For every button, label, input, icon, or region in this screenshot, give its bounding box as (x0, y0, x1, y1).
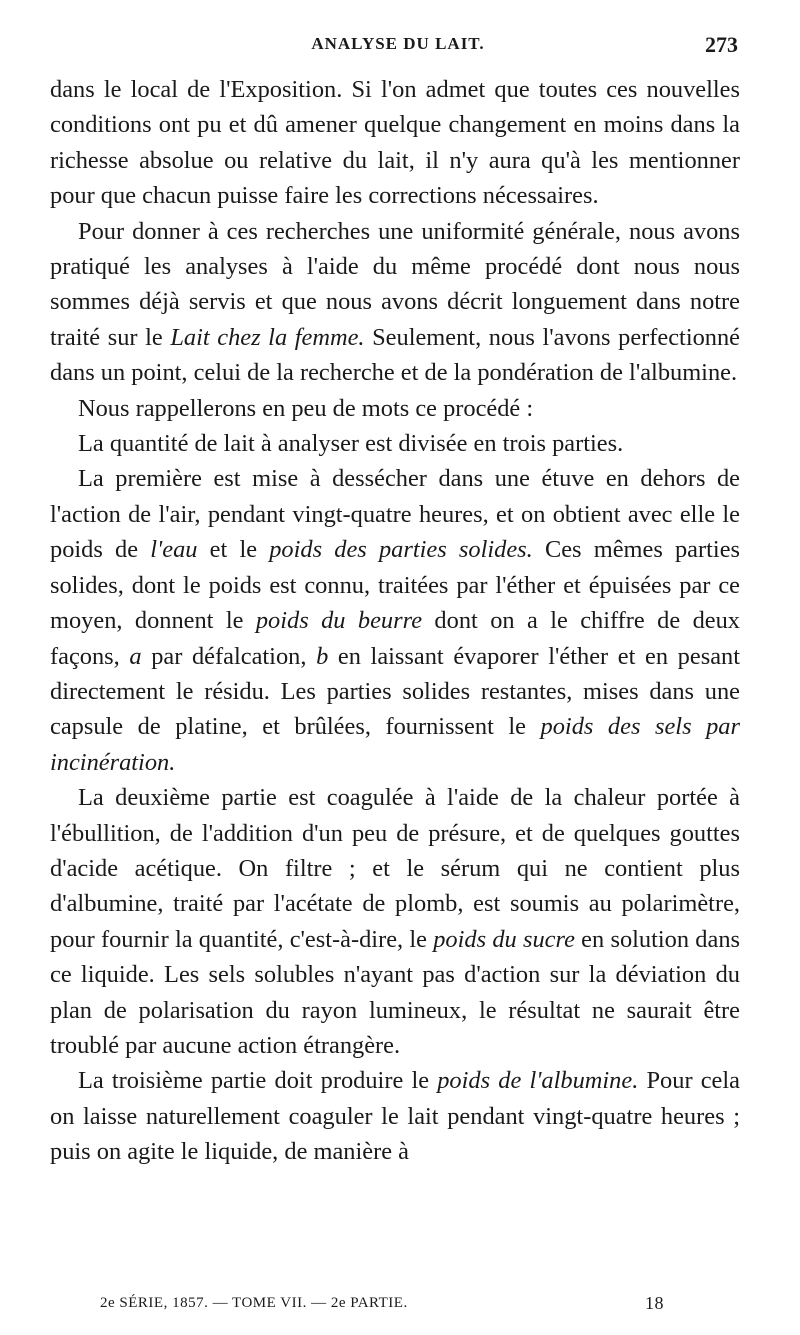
text-run: en solution dans ce liquide. Les sels solubles n'ayant pas d'action sur la déviation du plan de polarisation du rayon lumineux, le résultat ne saurait être troublé par aucune action étrangère. (50, 925, 741, 1059)
italic-run: poids du beurre (255, 607, 423, 635)
text-run: La deuxième partie est coagulée à l'aide de la chaleur portée à l'ébullition, de l'addition d'un peu de présure, et de quelques gouttes d'acide acétique. On filtre ; et le sérum qui ne contient plus d'albumine, traité par l'acétate de plomb, est soumis au polarimètre, pour fournir la quantité, c'est-à-dire, le (50, 784, 740, 953)
text-run: La troisième partie doit produire le (78, 1067, 438, 1095)
running-title: ANALYSE DU LAIT. (311, 34, 485, 53)
italic-run: poids des sels par incinération. (50, 713, 740, 776)
page-footer (100, 1295, 740, 1321)
text-run: Pour donner à ces recherches une uniformité générale, nous avons pratiqué les analyses à l'aide du même procédé dont nous nous sommes déjà servis et que nous avons décrit longuement dans notre traité sur le (50, 217, 740, 351)
italic-run: poids des parties solides. (269, 536, 533, 564)
text-run: Seulement, nous l'avons perfectionné dans un point, celui de la recherche et de la pondération de l'albumine. (50, 323, 741, 387)
text-run: La première est mise à dessécher dans une étuve en dehors de l'action de l'air, pendant vingt-quatre heures, et on obtient avec elle le poids de (50, 465, 740, 564)
text-run: en laissant évaporer l'éther et en pesant directement le résidu. Les parties solides restantes, mises dans une capsule de platine, et brûlées, fournissent le (50, 642, 740, 741)
paragraph-7 (50, 1063, 740, 1169)
text-run: La quantité de lait à analyser est divisée en trois parties. (78, 430, 624, 458)
text-run: Nous rappellerons en peu de mots ce procédé : (78, 394, 534, 422)
sheet-number: 18 (645, 1293, 664, 1313)
paragraph-1 (50, 72, 740, 214)
paragraph-5 (50, 461, 740, 780)
italic-run: l'eau (150, 536, 198, 564)
text-run: Pour cela on laisse naturellement coaguler le lait pendant vingt-quatre heures ; puis on agite le liquide, de manière à (50, 1067, 740, 1166)
body-text (50, 72, 740, 1170)
text-run: dans le local de l'Exposition. Si l'on admet que toutes ces nouvelles conditions ont pu et dû amener quelque changement en moins dans la richesse absolue ou relative du lait, il n'y aura qu'à les mentionner pour que chacun puisse faire les corrections nécessaires. (50, 76, 740, 210)
italic-run: a (129, 642, 142, 670)
paragraph-2 (50, 214, 740, 391)
italic-run: b (316, 642, 329, 670)
paragraph-4 (50, 426, 740, 461)
text-run: Ces mêmes parties solides, dont le poids est connu, traitées par l'éther et épuisées par ce moyen, donnent le (50, 536, 741, 635)
page-number: 273 (705, 32, 738, 57)
paragraph-3 (50, 391, 740, 426)
italic-run: poids du sucre (433, 925, 575, 953)
italic-run: Lait chez la femme. (170, 323, 365, 351)
text-run: par défalcation, (141, 642, 317, 670)
italic-run: poids de l'albumine. (437, 1067, 639, 1095)
text-run: et le (197, 536, 270, 564)
page-header (48, 32, 748, 62)
printer-signature: 2e SÉRIE, 1857. — TOME VII. — 2e PARTIE. (100, 1295, 408, 1311)
paragraph-6 (50, 780, 740, 1063)
text-run: dont on a le chiffre de deux façons, (50, 607, 740, 670)
